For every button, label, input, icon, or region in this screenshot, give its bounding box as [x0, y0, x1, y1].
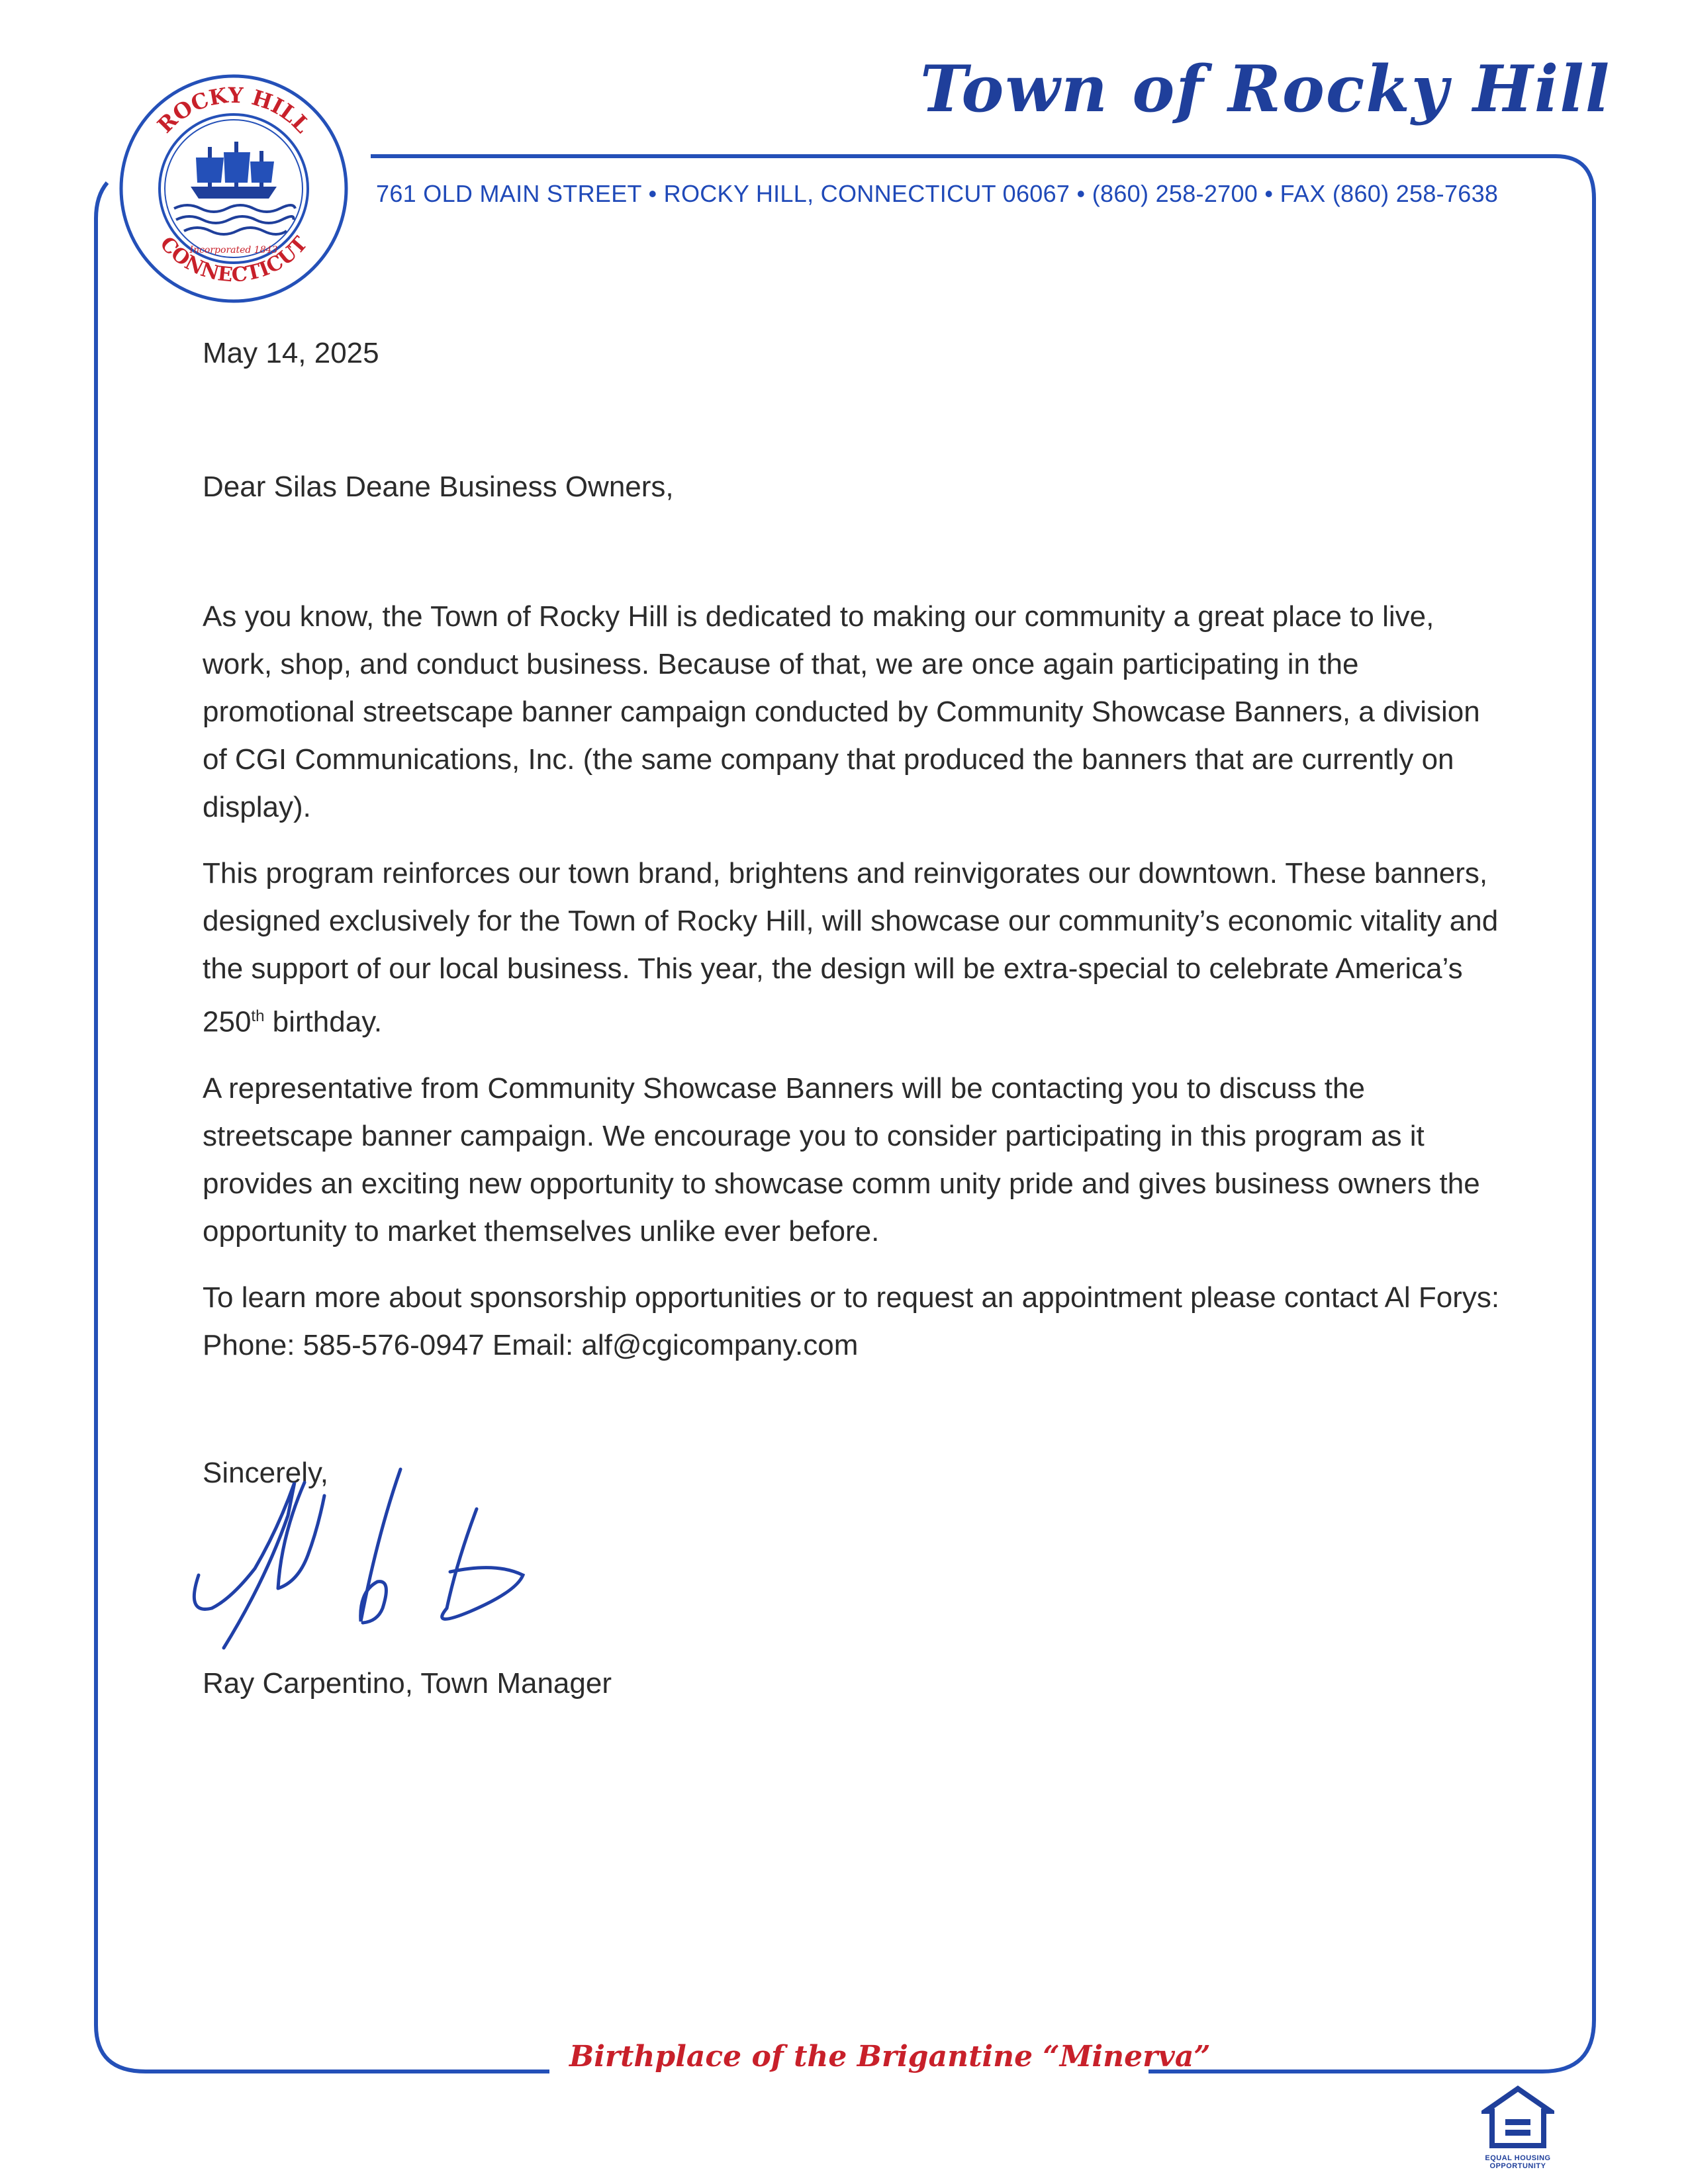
closing: Sincerely, [203, 1457, 328, 1489]
paragraph-2 [203, 850, 1500, 1046]
town-name: Town of Rocky Hill [920, 52, 1611, 126]
svg-text:Incorporated 1843: Incorporated 1843 [189, 245, 278, 255]
seal-inner-text [189, 245, 278, 255]
svg-text:CONNECTICUT: CONNECTICUT [155, 232, 312, 287]
ordinal-suffix: th [251, 1007, 265, 1025]
salutation: Dear Silas Deane Business Owners, [203, 471, 674, 503]
equal-housing-icon [1481, 2085, 1554, 2151]
paragraph-3: A representative from Community Showcase Banners will be contacting you to discuss the streetscape banner campaign. We encourage you to consider participating in this program as it provides an exciting new opportunity to showcase comm unity pride and gives business owners the opportunity to market themselves unlike ever before. [203, 1071, 1480, 1248]
address-line: 761 OLD MAIN STREET • ROCKY HILL, CONNECTICUT 06067 • (860) 258-2700 • FAX (860) 258-7638 [376, 180, 1499, 207]
paragraph-2-end: birthday. [264, 1005, 383, 1038]
equal-housing-logo [1468, 2085, 1568, 2170]
equal-housing-label: EQUAL HOUSING OPPORTUNITY [1485, 2154, 1551, 2170]
letter-body [203, 593, 1500, 1388]
paragraph-2-text: This program reinforces our town brand, brightens and reinvigorates our downtown. These banners, designed exclusively for the Town of Rocky Hill, will showcase our community’s economic vitality and the support of our local business. This year, the design will be extra-special to celebrate America’s 250 [203, 857, 1499, 1038]
letter-date: May 14, 2025 [203, 337, 379, 369]
footer-tagline: Birthplace of the Brigantine “Minerva” [569, 2040, 1211, 2073]
paragraph-1: As you know, the Town of Rocky Hill is dedicated to making our community a great place to live, work, shop, and conduct business. Because of that, we are once again participating in the promotional streetscape banner campaign conducted by Community Showcase Banners, a division of CGI Communications, Inc. (the same company that produced the banners that are currently on display). [203, 600, 1480, 823]
town-seal [118, 73, 350, 304]
signer-name: Ray Carpentino, Town Manager [203, 1667, 612, 1700]
signature [185, 1456, 556, 1655]
paragraph-4: To learn more about sponsorship opportunities or to request an appointment please contact Al Forys: Phone: 585-576-0947 Email: alf@cgicompany.com [203, 1281, 1500, 1361]
svg-text:ROCKY HILL: ROCKY HILL [152, 82, 315, 138]
